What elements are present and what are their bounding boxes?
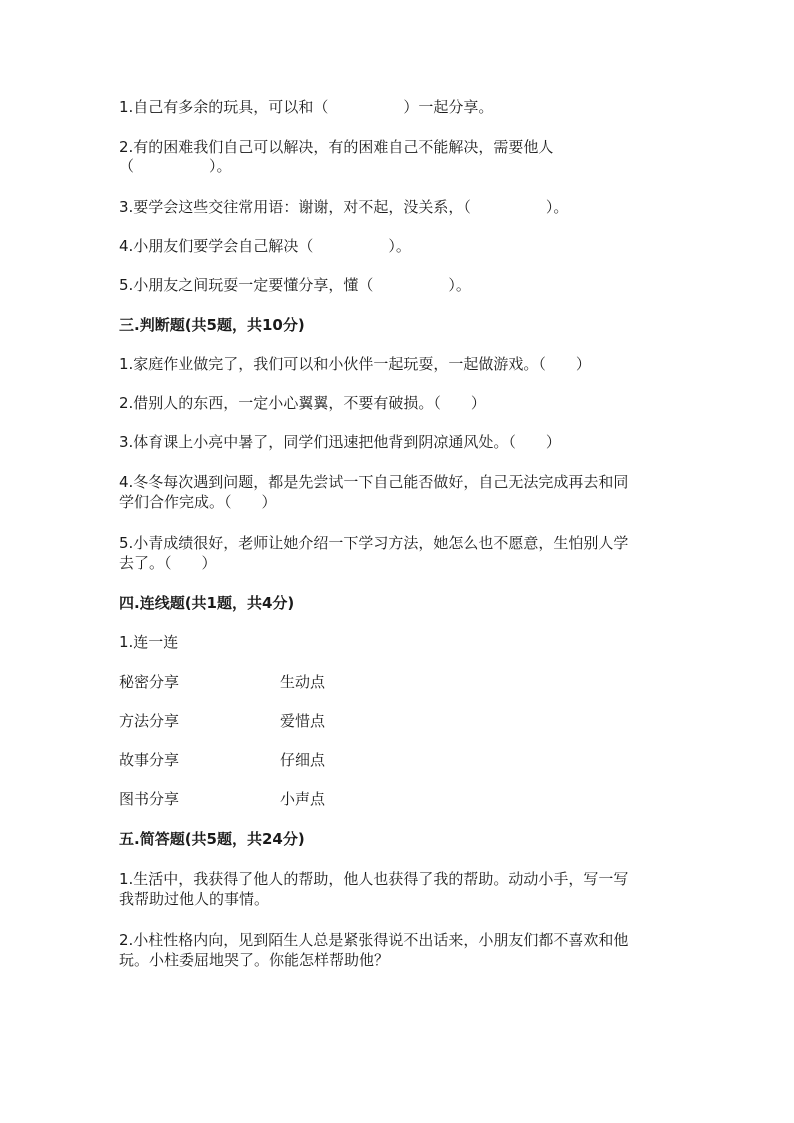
match-left-item[interactable]: 方法分享 <box>119 712 180 730</box>
match-left-item[interactable]: 图书分享 <box>119 790 180 808</box>
section-heading-short-answer: 五.简答题(共5题，共24分) <box>119 830 305 848</box>
match-right-item[interactable]: 生动点 <box>280 673 326 691</box>
judge-item-4-cont: 学们合作完成。（ ） <box>119 493 277 511</box>
match-left-item[interactable]: 故事分享 <box>119 751 180 769</box>
fill-blank-item-4: 4.小朋友们要学会自己解决（ ）。 <box>119 237 411 255</box>
short-answer-item-1: 1.生活中，我获得了他人的帮助，他人也获得了我的帮助。动动小手，写一写 <box>119 870 629 888</box>
short-answer-item-2-cont: 玩。小柱委屈地哭了。你能怎样帮助他？ <box>119 951 390 969</box>
judge-item-1: 1.家庭作业做完了，我们可以和小伙伴一起玩耍，一起做游戏。（ ） <box>119 355 591 373</box>
fill-blank-item-2-cont: （ ）。 <box>119 157 232 175</box>
fill-blank-item-1: 1.自己有多余的玩具，可以和（ ）一起分享。 <box>119 98 494 116</box>
section-heading-judge: 三.判断题(共5题，共10分) <box>119 316 305 334</box>
short-answer-item-2: 2.小柱性格内向，见到陌生人总是紧张得说不出话来，小朋友们都不喜欢和他 <box>119 931 629 949</box>
match-right-item[interactable]: 小声点 <box>280 790 326 808</box>
short-answer-item-1-cont: 我帮助过他人的事情。 <box>119 890 270 908</box>
judge-item-4: 4.冬冬每次遇到问题，都是先尝试一下自己能否做好，自己无法完成再去和同 <box>119 473 629 491</box>
fill-blank-item-5: 5.小朋友之间玩耍一定要懂分享，懂（ ）。 <box>119 276 471 294</box>
fill-blank-item-3: 3.要学会这些交往常用语：谢谢，对不起，没关系，（ ）。 <box>119 198 569 216</box>
judge-item-5-cont: 去了。（ ） <box>119 554 217 572</box>
match-right-item[interactable]: 爱惜点 <box>280 712 326 730</box>
match-right-item[interactable]: 仔细点 <box>280 751 326 769</box>
judge-item-2: 2.借别人的东西，一定小心翼翼，不要有破损。（ ） <box>119 394 486 412</box>
judge-item-3: 3.体育课上小亮中暑了，同学们迅速把他背到阴凉通风处。（ ） <box>119 433 561 451</box>
match-question: 1.连一连 <box>119 633 179 651</box>
fill-blank-item-2: 2.有的困难我们自己可以解决，有的困难自己不能解决，需要他人 <box>119 138 554 156</box>
match-left-item[interactable]: 秘密分享 <box>119 673 180 691</box>
section-heading-match: 四.连线题(共1题，共4分) <box>119 594 295 612</box>
judge-item-5: 5.小青成绩很好，老师让她介绍一下学习方法，她怎么也不愿意，生怕别人学 <box>119 534 629 552</box>
